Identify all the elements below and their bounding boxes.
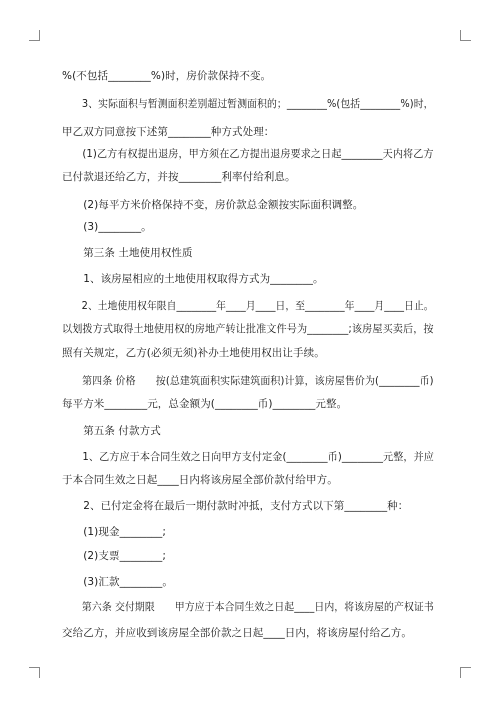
crop-mark-top-right xyxy=(460,30,471,41)
section-heading: 第五条 付款方式 xyxy=(62,425,161,437)
list-item: (3)汇款________。 xyxy=(62,576,173,588)
crop-mark-top-left xyxy=(29,30,40,41)
section-heading: 第四条 价格 按(总建筑面积实际建筑面积)计算，该房屋售价为(________币) xyxy=(62,375,434,387)
text-line: (3)________。 xyxy=(62,221,152,233)
text-line: 3、实际面积与暂测面积差别超过暂测面积的；________%(包括________%)时， xyxy=(62,98,434,110)
text-line: (1)乙方有权提出退房，甲方须在乙方提出退房要求之日起________天内将乙方 xyxy=(62,148,434,160)
section-heading: 第六条 交付期限 甲方应于本合同生效之日起____日内，将该房屋的产权证书 xyxy=(62,601,434,613)
list-item: (2)支票________; xyxy=(62,550,167,562)
text-line: 照有关规定，乙方(必须无须)补办土地使用权出让手续。 xyxy=(62,347,325,359)
text-line: (2)每平方米价格保持不变，房价款总金额按实际面积调整。 xyxy=(62,199,364,211)
text-line: 1、该房屋相应的土地使用权取得方式为________。 xyxy=(62,273,324,285)
text-line: 每平方米________元，总金额为(________币)________元整。 xyxy=(62,398,348,410)
text-line: 2、已付定金将在最后一期付款时冲抵，支付方式以下第________种： xyxy=(62,500,409,512)
crop-mark-bottom-right xyxy=(460,667,471,678)
text-line: 2、土地使用权年限自________年____月____日，至________年____月____日止。 xyxy=(62,300,434,312)
section-heading: 第三条 土地使用权性质 xyxy=(62,247,193,259)
crop-mark-bottom-left xyxy=(29,667,40,678)
text-line: 已付款退还给乙方，并按________利率付给利息。 xyxy=(62,171,296,183)
text-line: 甲乙双方同意按下述第________种方式处理： xyxy=(62,126,275,138)
text-line: 以划拨方式取得土地使用权的房地产转让批准文件号为________;该房屋买卖后，按 xyxy=(62,323,434,335)
text-line: 交给乙方，并应收到该房屋全部价款之日起____日内，将该房屋付给乙方。 xyxy=(62,627,412,639)
list-item: (1)现金________; xyxy=(62,526,167,538)
text-line: 于本合同生效之日起____日内将该房屋全部价款付给甲方。 xyxy=(62,474,338,486)
text-line: 1、乙方应于本合同生效之日向甲方支付定金(________币)________元整，并应 xyxy=(62,451,434,463)
text-line: %(不包括________%)时，房价款保持不变。 xyxy=(62,70,272,82)
